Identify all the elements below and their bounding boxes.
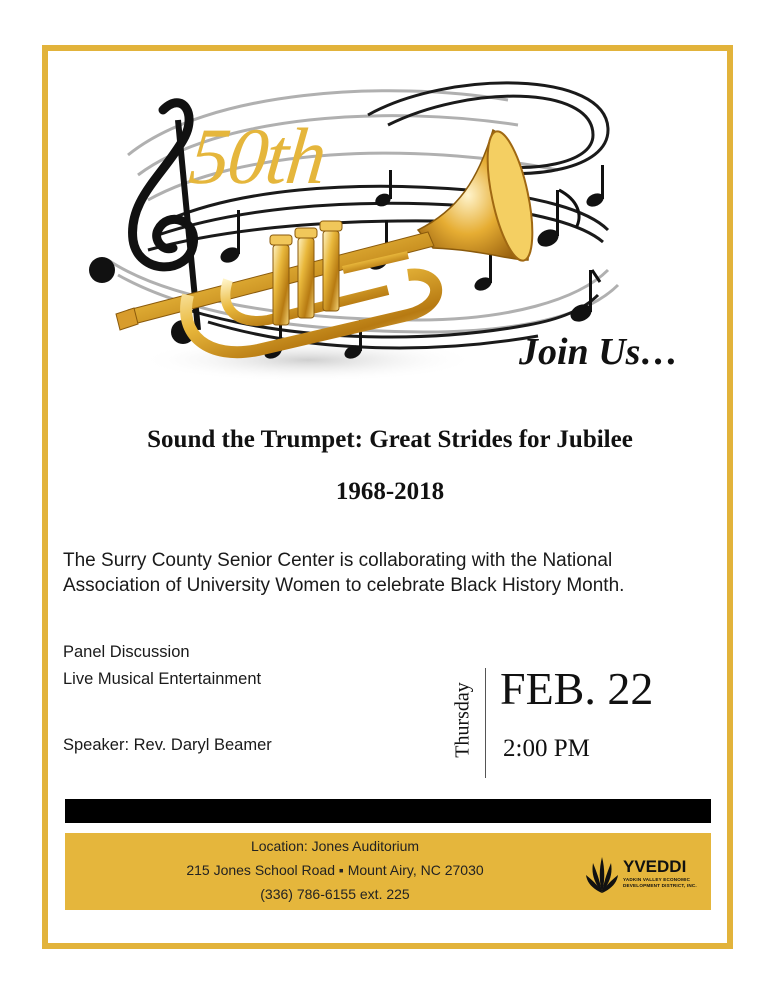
speaker-line: Speaker: Rev. Daryl Beamer [63, 736, 272, 754]
logo-subtitle: YADKIN VALLEY ECONOMIC DEVELOPMENT DISTRICT, INC. [623, 877, 697, 888]
logo-name: YVEDDI [623, 857, 687, 876]
event-description [63, 548, 703, 598]
event-years: 1968-2018 [335, 478, 445, 505]
event-title: Sound the Trumpet: Great Strides for Jubilee [147, 426, 633, 453]
black-divider-bar [65, 799, 711, 823]
location-phone: (336) 786-6155 ext. 225 [260, 886, 410, 902]
activity-live-music: Live Musical Entertainment [63, 670, 262, 688]
anniversary-heading: 50th [185, 113, 329, 201]
location-name: Location: Jones Auditorium [250, 838, 420, 854]
description-line: Association of University Women to celebrate Black History Month. [63, 575, 625, 596]
event-time: 2:00 PM [503, 735, 590, 762]
activity-panel-discussion: Panel Discussion [63, 643, 190, 661]
trumpet-shadow [138, 338, 478, 382]
location-footer [65, 833, 711, 910]
location-address: 215 Jones School Road ▪ Mount Airy, NC 27030 [186, 862, 484, 878]
date-divider [485, 668, 486, 778]
event-day-label: Thursday [451, 682, 474, 758]
event-date: FEB. 22 [500, 663, 654, 714]
yveddi-logo-icon [585, 853, 619, 897]
join-us-heading: Join Us… [519, 331, 679, 373]
description-line: The Surry County Senior Center is collaborating with the National [63, 550, 613, 571]
event-day [450, 670, 476, 770]
yveddi-logo [585, 851, 705, 899]
